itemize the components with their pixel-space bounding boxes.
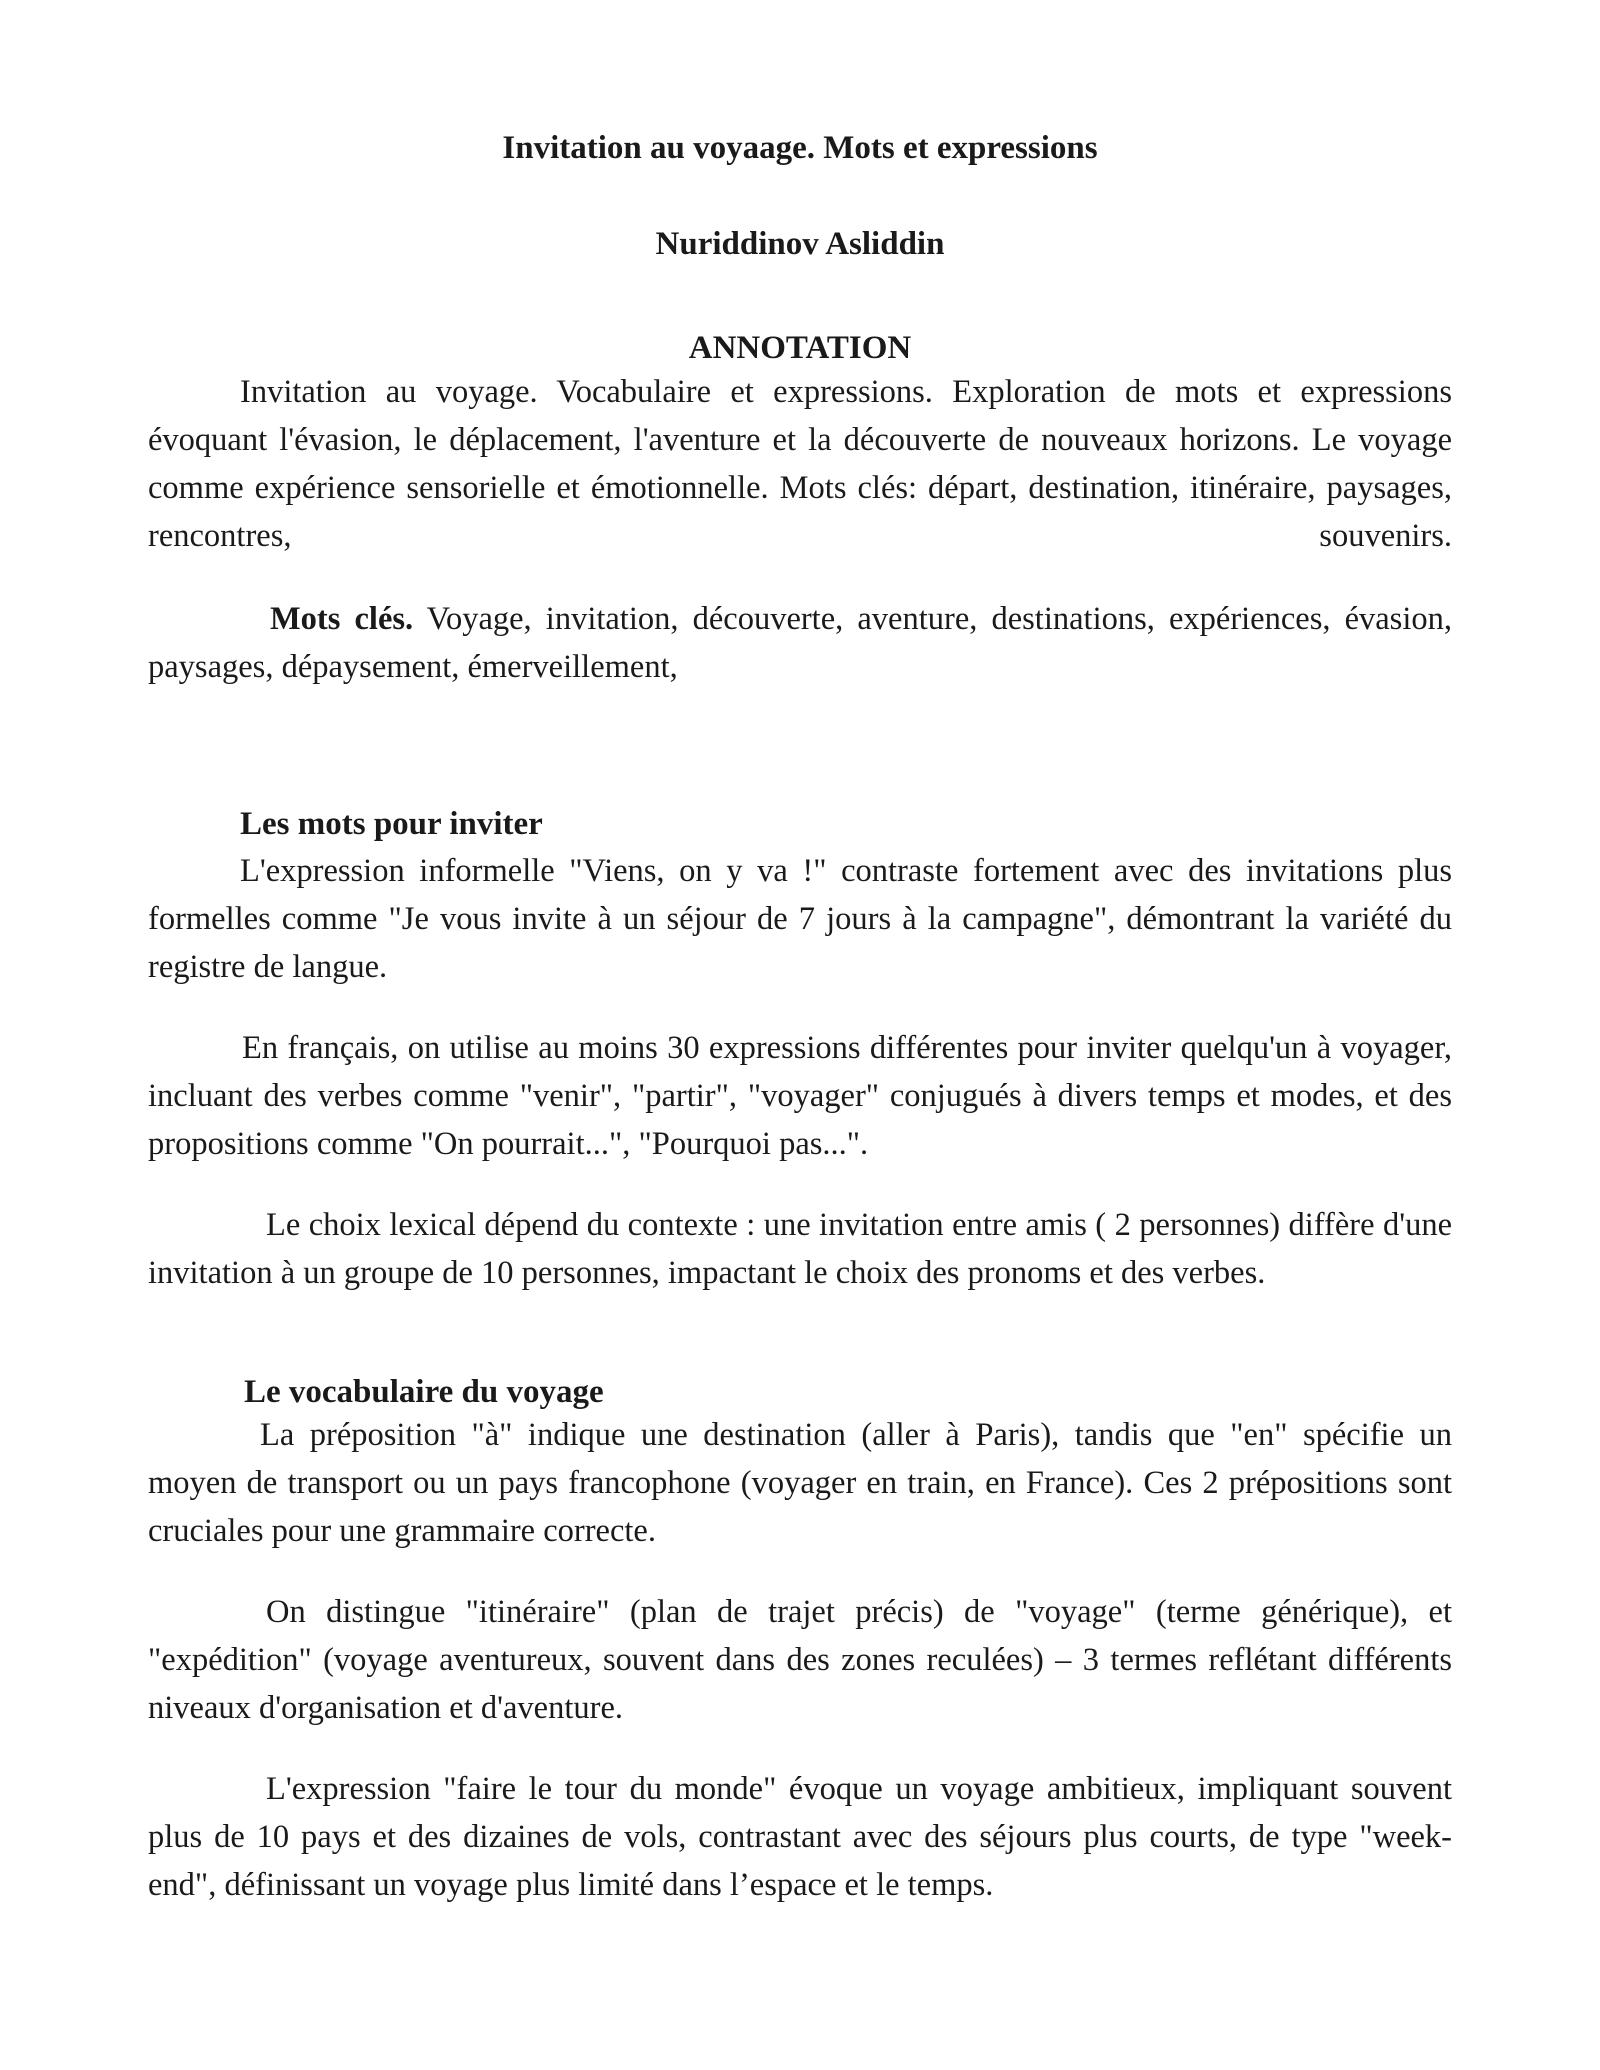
document-page (148, 128, 1452, 1909)
annotation-heading: ANNOTATION (688, 330, 912, 366)
section-heading-inviter: Les mots pour inviter (240, 806, 543, 842)
document-author: Nuriddinov Asliddin (655, 226, 945, 262)
body-paragraph: On distingue "itinéraire" (plan de trajet précis) de "voyage" (terme générique), et "expédition" (voyage aventureux, souvent dans des zones reculées) – 3 termes reflétant différents niveaux d'organisation et d'aventure. (148, 1594, 1452, 1726)
section-heading-vocabulaire: Le vocabulaire du voyage (244, 1374, 604, 1410)
body-paragraph: La préposition "à" indique une destination (aller à Paris), tandis que "en" spécifie un moyen de transport ou un pays francophone (voyager en train, en France). Ces 2 prépositions sont cruciales pour une grammaire correcte. (148, 1417, 1452, 1549)
body-paragraph: Le choix lexical dépend du contexte : une invitation entre amis ( 2 personnes) diffère d'une invitation à un groupe de 10 personnes, impactant le choix des pronoms et des verbes. (148, 1207, 1452, 1291)
annotation-paragraph: Invitation au voyage. Vocabulaire et expressions. Exploration de mots et expressions évoquant l'évasion, le déplacement, l'aventure et la découverte de nouveaux horizons. Le voyage comme expérience sensorielle et émotionnelle. Mots clés: départ, destination, itinéraire, paysages, rencontres, souvenirs. (148, 374, 1452, 554)
keywords-paragraph (148, 595, 1452, 691)
keywords-text: Voyage, invitation, découverte, aventure, destinations, expériences, évasion, paysages, dépaysement, émerveillement, (148, 601, 1452, 685)
keywords-label: Mots clés. (270, 601, 414, 637)
document-title: Invitation au voyaage. Mots et expressions (502, 130, 1098, 166)
body-paragraph: L'expression informelle "Viens, on y va !" contraste fortement avec des invitations plus formelles comme "Je vous invite à un séjour de 7 jours à la campagne", démontrant la variété du registre de langue. (148, 853, 1452, 985)
body-paragraph: En français, on utilise au moins 30 expressions différentes pour inviter quelqu'un à voyager, incluant des verbes comme "venir", "partir", "voyager" conjugués à divers temps et modes, et des propositions comme "On pourrait...", "Pourquoi pas...". (148, 1030, 1452, 1162)
body-paragraph: L'expression "faire le tour du monde" évoque un voyage ambitieux, impliquant souvent plus de 10 pays et des dizaines de vols, contrastant avec des séjours plus courts, de type "week-end", définissant un voyage plus limité dans l’espace et le temps. (148, 1771, 1452, 1903)
